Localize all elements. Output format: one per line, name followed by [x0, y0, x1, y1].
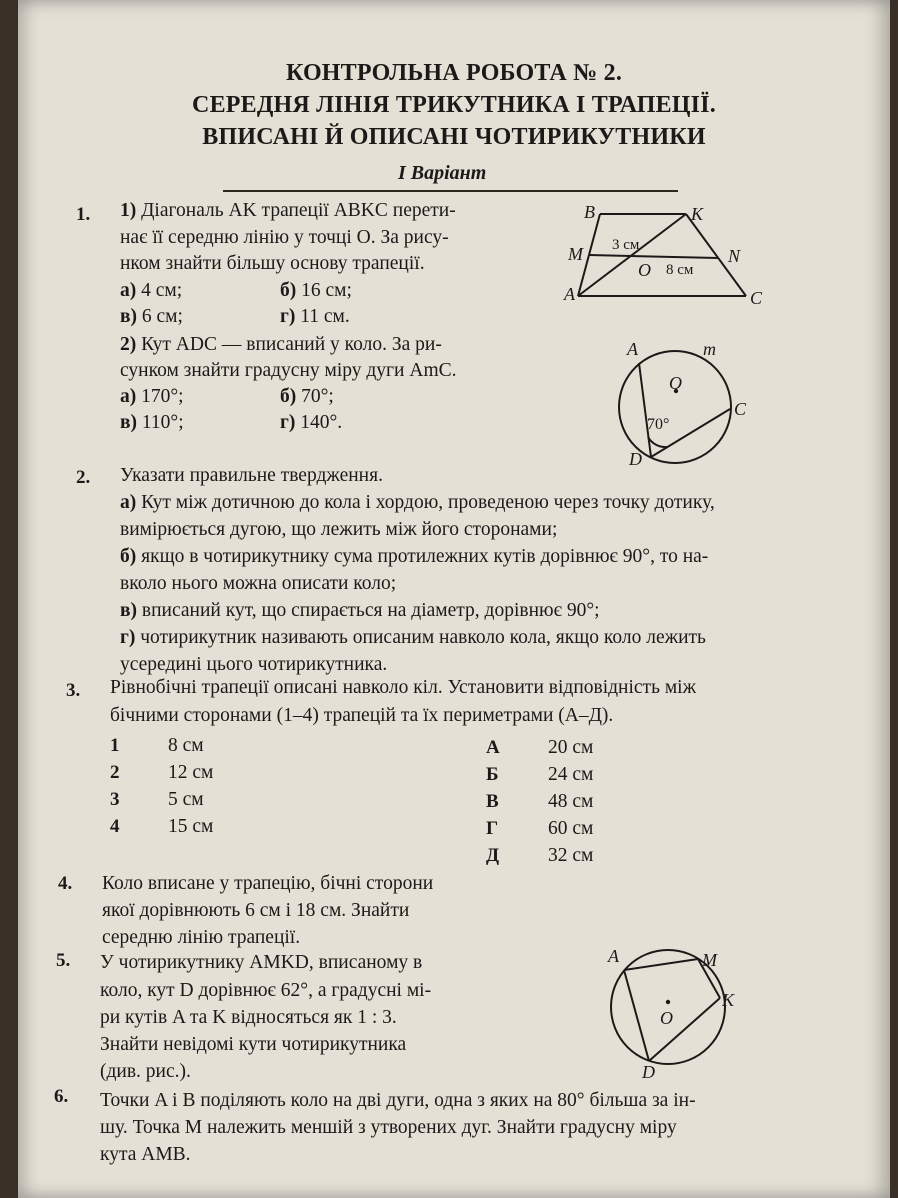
option-letter: в): [120, 412, 138, 433]
task-2-intro: Указати правильне твердження.: [120, 465, 383, 486]
match-right-value-1: 20 см: [548, 737, 594, 758]
option-letter: г): [280, 306, 296, 327]
task-6-line-2: шу. Точка M належить меншій з утворених дуг. Знайти градусну міру: [100, 1117, 677, 1138]
variant-heading: І Варіант: [398, 162, 487, 184]
inscribed-angle-figure: [603, 335, 773, 475]
task-1-part-1-line-2: нає її середню лінію у точці O. За рису-: [120, 227, 449, 248]
option-letter: а): [120, 386, 137, 407]
task-5-line-2: коло, кут D дорівнює 62°, а градусні мі-: [100, 980, 432, 1001]
chord-ad: [639, 363, 651, 457]
task-1-part-1-text: Діагональ AK трапеції ABKC перети-: [141, 200, 456, 221]
task-4-number: 4.: [58, 873, 73, 894]
inscribed-quadrilateral-figure: [596, 932, 756, 1082]
match-right-value-2: 24 см: [548, 764, 594, 785]
label-m: m: [703, 339, 716, 359]
option-text: 16 см;: [301, 280, 352, 301]
task-1-part-1-option-d: [280, 306, 350, 328]
option-text: 6 см;: [141, 306, 183, 327]
match-right-key-1: А: [486, 737, 500, 758]
task-6-line-1: Точки A і B поділяють коло на дві дуги, одна з яких на 80° більша за ін-: [100, 1090, 696, 1111]
page-title-line-3: ВПИСАНІ Й ОПИСАНІ ЧОТИРИКУТНИКИ: [202, 124, 706, 150]
task-2-option-c-line-1: [120, 600, 600, 622]
task-5-line-3: ри кутів A та K відносяться як 1 : 3.: [100, 1007, 397, 1028]
task-1-part-1-label: 1): [120, 200, 137, 221]
match-left-key-2: 2: [110, 762, 120, 783]
option-text: 11 см.: [300, 306, 350, 327]
label-m: M: [702, 950, 717, 970]
task-2-option-d-line-2: усередині цього чотирикутника.: [120, 654, 388, 675]
worksheet-page: [18, 0, 890, 1198]
option-text: 170°;: [141, 386, 184, 407]
match-left-key-4: 4: [110, 816, 120, 837]
option-letter: б): [120, 546, 137, 567]
match-left-value-3: 5 см: [168, 789, 204, 810]
task-1-part-2-line-1: [120, 334, 442, 356]
task-4-line-3: середню лінію трапеції.: [102, 927, 301, 948]
label-segment-8cm: 8 см: [666, 262, 694, 278]
option-letter: а): [120, 280, 137, 301]
option-letter: в): [120, 306, 138, 327]
task-1-number: 1.: [76, 204, 91, 225]
match-left-value-2: 12 см: [168, 762, 214, 783]
match-right-key-2: Б: [486, 764, 499, 785]
label-d: D: [642, 1062, 655, 1082]
task-1-part-2-line-2: сунком знайти градусну міру дуги AmC.: [120, 360, 457, 381]
option-text: вписаний кут, що спирається на діаметр, дорівнює 90°;: [141, 600, 600, 621]
center-point: [666, 1000, 670, 1004]
task-1-part-1-line-1: [120, 200, 456, 222]
task-1-part-2-text: Кут ADC — вписаний у коло. За ри-: [141, 334, 442, 355]
label-o: O: [660, 1008, 673, 1028]
label-a: A: [608, 946, 619, 966]
match-right-key-5: Д: [486, 845, 500, 866]
task-1-part-2-option-b: [280, 386, 334, 408]
task-5-line-5: (див. рис.).: [100, 1061, 191, 1082]
trapezoid-figure: [558, 200, 788, 310]
option-letter: в): [120, 600, 138, 621]
label-o: O: [669, 373, 682, 393]
task-1-part-2-option-a: [120, 386, 184, 408]
task-4-line-2: якої дорівнюють 6 см і 18 см. Знайти: [102, 900, 410, 921]
label-d: D: [629, 449, 642, 469]
option-letter: б): [280, 280, 297, 301]
task-2-option-d-line-1: [120, 627, 706, 649]
option-text: 110°;: [141, 412, 184, 433]
angle-arc: [648, 437, 667, 447]
match-right-value-3: 48 см: [548, 791, 594, 812]
label-angle-70: 70°: [647, 416, 670, 433]
task-2-number: 2.: [76, 467, 91, 488]
task-1-part-2-option-d: [280, 412, 342, 434]
task-5-number: 5.: [56, 950, 71, 971]
circle: [619, 351, 731, 463]
label-k: K: [722, 990, 735, 1010]
label-m: M: [568, 244, 583, 264]
label-c: C: [750, 288, 763, 308]
label-b: B: [584, 202, 595, 222]
task-6-line-3: кута AMB.: [100, 1144, 191, 1165]
task-6-number: 6.: [54, 1086, 69, 1107]
option-text: чотирикутник називають описаним навколо кола, якщо коло лежить: [140, 627, 706, 648]
task-2-option-a-line-2: вимірюється дугою, що лежить між його сторонами;: [120, 519, 558, 540]
option-text: 70°;: [301, 386, 334, 407]
option-letter: г): [280, 412, 296, 433]
task-3-line-1: Рівнобічні трапеції описані навколо кіл. Установити відповідність між: [110, 677, 697, 698]
task-3-line-2: бічними сторонами (1–4) трапецій та їх периметрами (А–Д).: [110, 705, 614, 726]
task-3-number: 3.: [66, 680, 81, 701]
task-5-line-4: Знайти невідомі кути чотирикутника: [100, 1034, 407, 1055]
task-1-part-2-label: 2): [120, 334, 137, 355]
match-left-value-4: 15 см: [168, 816, 214, 837]
label-segment-3cm: 3 см: [612, 237, 640, 253]
task-2-option-a-line-1: [120, 492, 715, 514]
page-title-line-1: КОНТРОЛЬНА РОБОТА № 2.: [285, 60, 623, 86]
match-left-key-3: 3: [110, 789, 120, 810]
match-right-value-4: 60 см: [548, 818, 594, 839]
option-text: Кут між дотичною до кола і хордою, проведеною через точку дотику,: [141, 492, 715, 513]
heading-rule: [223, 190, 678, 192]
task-1-part-1-option-c: [120, 306, 183, 328]
task-4-line-1: Коло вписане у трапецію, бічні сторони: [102, 873, 434, 894]
label-a: A: [627, 339, 638, 359]
task-5-line-1: У чотирикутнику AMKD, вписаному в: [100, 952, 423, 973]
label-c: C: [734, 399, 747, 419]
option-text: якщо в чотирикутнику сума протилежних кутів дорівнює 90°, то на-: [141, 546, 709, 567]
match-left-value-1: 8 см: [168, 735, 204, 756]
match-right-value-5: 32 см: [548, 845, 594, 866]
option-text: 4 см;: [141, 280, 183, 301]
task-1-part-2-option-c: [120, 412, 184, 434]
task-1-part-1-option-b: [280, 280, 352, 302]
option-letter: г): [120, 627, 136, 648]
label-k: K: [691, 204, 704, 224]
match-right-key-3: В: [486, 791, 499, 812]
label-n: N: [728, 246, 741, 266]
page-title-line-2: СЕРЕДНЯ ЛІНІЯ ТРИКУТНИКА І ТРАПЕЦІЇ.: [192, 92, 716, 118]
task-1-part-1-option-a: [120, 280, 182, 302]
task-1-part-1-line-3: нком знайти більшу основу трапеції.: [120, 253, 425, 274]
option-text: 140°.: [300, 412, 343, 433]
match-right-key-4: Г: [486, 818, 499, 839]
match-left-key-1: 1: [110, 735, 120, 756]
trapezoid-midline: [589, 255, 718, 258]
task-2-option-b-line-2: вколо нього можна описати коло;: [120, 573, 397, 594]
label-o: O: [638, 260, 651, 280]
task-2-option-b-line-1: [120, 546, 708, 568]
option-letter: б): [280, 386, 297, 407]
label-a: A: [564, 284, 575, 304]
option-letter: а): [120, 492, 137, 513]
